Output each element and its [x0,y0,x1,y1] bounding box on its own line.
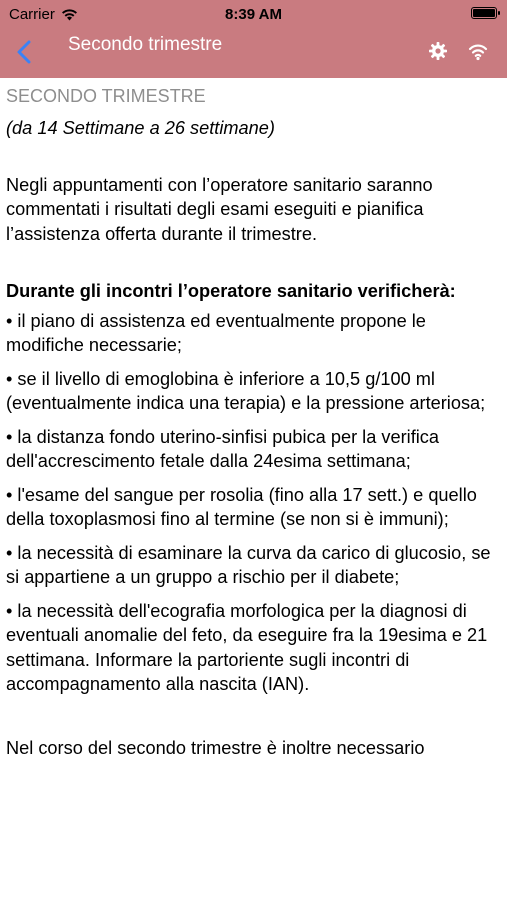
article-subheading: (da 14 Settimane a 26 settimane) [6,118,275,138]
back-button[interactable] [12,38,38,66]
clock: 8:39 AM [225,6,282,23]
carrier-label: Carrier [9,6,55,23]
back-chevron-icon [12,38,38,66]
wifi-icon[interactable] [467,40,489,62]
list-item: • la necessità di esaminare la curva da carico di glucosio, se si appartiene a un gruppo a rischio per il diabete; [6,542,491,587]
section-title: Durante gli incontri l’operatore sanitario verificherà: [6,281,456,301]
intro-paragraph: Negli appuntamenti con l’operatore sanitario saranno commentati i risultati degli esami eseguiti e pianifica l’assistenza offerta durante il trimestre. [6,174,433,244]
list-item: • la necessità dell'ecografia morfologica per la diagnosi di eventuali anomalie del feto, da eseguire fra la 19esima e 21 settimana. Informare la partoriente sugli incontri di accompagnamento alla nascita (IAN). [6,600,488,694]
list-item: • la distanza fondo uterino-sinfisi pubica per la verifica dell'accrescimento fetale dalla 24esima settimana; [6,426,439,471]
closing-paragraph: Nel corso del secondo trimestre è inoltre necessario [6,737,425,758]
list-item: • se il livello di emoglobina è inferiore a 10,5 g/100 ml (eventualmente indica una terapia) e la pressione arteriosa; [6,368,486,413]
list-item: • il piano di assistenza ed eventualmente propone le modifiche necessarie; [6,310,426,355]
nav-actions [427,40,489,62]
checklist [6,309,501,697]
list-item: • l'esame del sangue per rosolia (fino alla 17 sett.) e quello della toxoplasmosi fino al termine (se non si è immuni); [6,484,477,529]
settings-gear-icon[interactable] [427,40,449,62]
article-content [6,84,501,760]
status-bar [0,0,507,28]
battery-icon [471,7,497,19]
top-bar [0,0,507,78]
article-heading: SECONDO TRIMESTRE [6,86,206,106]
navigation-bar [0,28,507,78]
page-title: Secondo trimestre [68,34,223,55]
